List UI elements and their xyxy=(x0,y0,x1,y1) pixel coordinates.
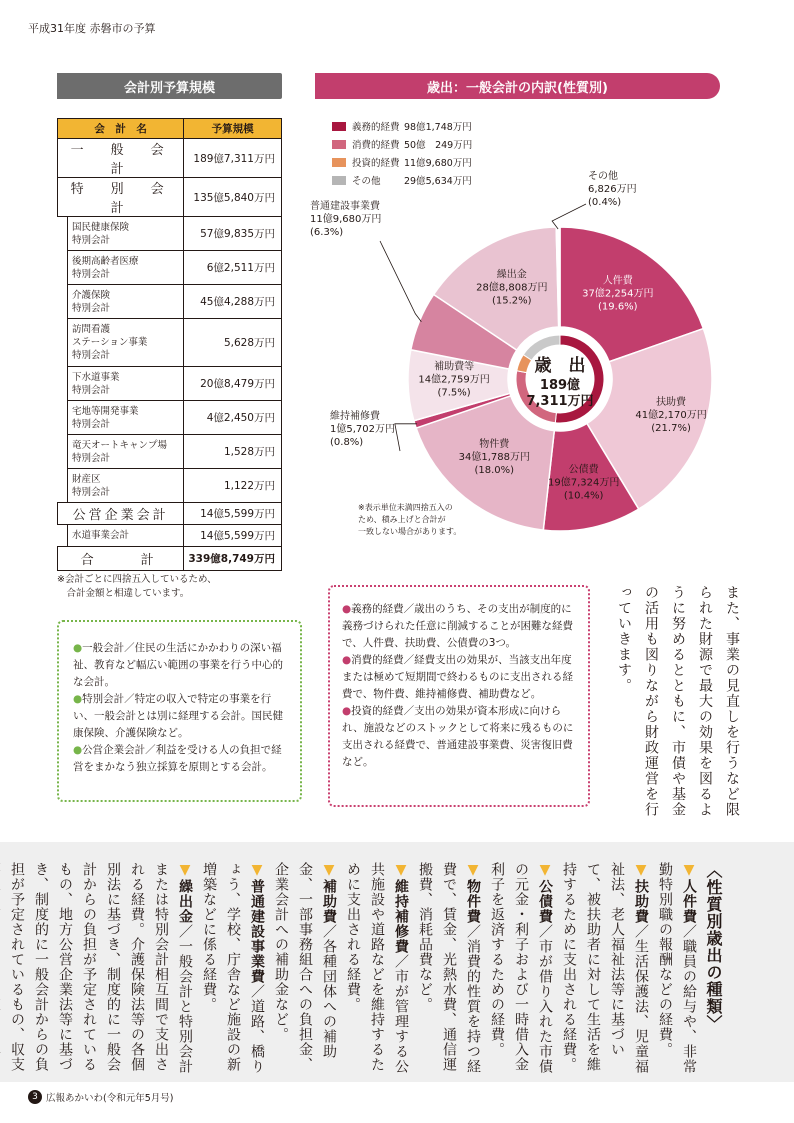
list-item: ●義務的経費／歳出のうち、その支出が制度的に義務づけられた任意に削減することが困難な経費で、人件費、扶助費、公債費の3つ。 xyxy=(342,603,573,649)
list-item: ●一般会計／住民の生活にかかわりの深い福祉、教育など幅広い範囲の事業を行う中心的な会計。 xyxy=(73,642,283,688)
slice-percent: (21.7%) xyxy=(651,422,691,434)
table-note: ※会計ごとに四捨五入しているため、 合計金額と相違しています。 xyxy=(57,574,217,599)
table-row: 特 別 会 計 135億5,840万円 xyxy=(58,178,282,217)
center-label: 歳 出 xyxy=(534,356,586,376)
expense-definitions-box xyxy=(328,585,590,807)
chart-note: ※表示単位未満四捨五入の ため、積み上げと合計が 一致しない場合があります。 xyxy=(358,503,462,536)
table-row: 訪問看護 ステーション事業 特別会計 5,628万円 xyxy=(58,319,282,367)
legend-item: その他 29億5,634万円 xyxy=(332,171,472,189)
slice-amount: 14億2,759万円 xyxy=(418,374,490,386)
slice-percent: (15.2%) xyxy=(491,295,532,307)
slice-label: その他 xyxy=(588,171,618,182)
legend-item: 消費的経費 50億 249万円 xyxy=(332,135,472,153)
slice-percent: (19.6%) xyxy=(598,301,638,313)
slice-label: 扶助費 xyxy=(656,396,687,408)
legend-swatch xyxy=(332,158,346,167)
list-item: ●消費的経費／経費支出の効果が、当該支出年度または極めて短期間で終わるものに支出される経費で、物件費、維持補修費、補助費など。 xyxy=(342,654,573,700)
leader-line xyxy=(395,424,417,451)
list-item: ●公営企業会計／利益を受ける人の負担で経営をまかなう独立採算を原則とする会計。 xyxy=(73,744,282,773)
table-row: 合 計 339億8,749万円 xyxy=(58,547,282,571)
table-row: 介護保険 特別会計 45億4,288万円 xyxy=(58,285,282,319)
slice-label: 人件費 xyxy=(602,275,633,287)
table-header-name: 会 計 名 xyxy=(58,119,184,139)
expenditure-section-title: 歳出：一般会計の内訳(性質別) xyxy=(315,73,720,99)
slice-amount: 19億7,324万円 xyxy=(548,477,620,489)
glossary-title: 〈性質別歳出の種類〉 xyxy=(704,862,723,1032)
slice-label: 普通建設事業費 xyxy=(310,201,380,212)
legend-item: 投資的経費 11億9,680万円 xyxy=(332,153,472,171)
page-header: 平成31年度 赤磐市の予算 xyxy=(28,22,156,35)
center-amount-1: 189億 xyxy=(539,378,581,393)
slice-percent: (18.0%) xyxy=(474,464,515,476)
list-item: ●特別会計／特定の収入で特定の事業を行い、一般会計とは別に経理する会計。国民健康保険、介護保険など。 xyxy=(73,693,283,739)
table-row: 竜天オートキャンプ場 特別会計 1,528万円 xyxy=(58,435,282,469)
table-row: 財産区 特別会計 1,122万円 xyxy=(58,469,282,503)
slice-label: 維持補修費 xyxy=(330,411,380,422)
page-footer xyxy=(28,1090,173,1104)
slice-percent: (0.8%) xyxy=(330,437,364,448)
closing-paragraph: また、事業の見直しを行うなど限られた財源で最大の効果を図るように努めるとともに、市債や基金の活用も図りながら財政運営を行っていきます。 xyxy=(616,585,740,818)
table-row: 下水道事業 特別会計 20億8,479万円 xyxy=(58,367,282,401)
slice-label: 繰出金 xyxy=(496,269,527,281)
legend-swatch xyxy=(332,140,346,149)
table-row: 宅地等開発事業 特別会計 4億2,450万円 xyxy=(58,401,282,435)
slice-amount: 28億8,808万円 xyxy=(476,282,548,294)
page-number: 3 xyxy=(28,1090,42,1104)
footer-text: 広報あかいわ(令和元年5月号) xyxy=(46,1093,174,1104)
table-row: 国民健康保険 特別会計 57億9,835万円 xyxy=(58,217,282,251)
account-definitions-box xyxy=(57,620,302,802)
slice-label: 公債費 xyxy=(568,464,599,476)
table-row: 公営企業会計 14億5,599万円 xyxy=(58,503,282,525)
slice-percent: (7.5%) xyxy=(437,387,471,399)
slice-amount: 1億5,702万円 xyxy=(330,424,395,435)
leader-line xyxy=(380,241,421,322)
slice-amount: 11億9,680万円 xyxy=(310,214,382,225)
slice-label: 物件費 xyxy=(479,438,510,450)
slice-label: 補助費等 xyxy=(434,361,475,373)
table-header-amount: 予算規模 xyxy=(184,119,282,139)
chart-legend xyxy=(332,117,472,189)
budget-table xyxy=(57,118,282,571)
table-row: 水道事業会計 14億5,599万円 xyxy=(58,525,282,547)
list-item: ●投資的経費／支出の効果が資本形成に向けられ、施設などのストックとして将来に残るものに支出される経費で、普通建設事業費、災害復旧費など。 xyxy=(342,705,574,768)
slice-amount: 34億1,788万円 xyxy=(458,451,530,463)
slice-percent: (0.4%) xyxy=(588,197,622,208)
slice-amount: 6,826万円 xyxy=(588,184,637,195)
slice-percent: (6.3%) xyxy=(310,227,344,238)
center-amount-2: 7,311万円 xyxy=(526,394,594,409)
legend-item: 義務的経費 98億1,748万円 xyxy=(332,117,472,135)
leader-line xyxy=(552,204,586,229)
slice-amount: 41億2,170万円 xyxy=(635,409,707,421)
legend-swatch xyxy=(332,122,346,131)
budget-section-title: 会計別予算規模 xyxy=(57,73,282,99)
slice-amount: 37億2,254万円 xyxy=(582,288,654,300)
table-row: 一 般 会 計 189億7,311万円 xyxy=(58,139,282,178)
slice-percent: (10.4%) xyxy=(563,490,604,502)
glossary-text: 〈性質別歳出の種類〉 ▼人件費／職員の給与や、非常勤特別職の報酬などの経費。 ▼扶助費／生活保護法、児童福祉法、老人福祉法等に基づいて、被扶助者に対して生活を維持するために支出される経費。 ▼公債費／市が借り入れた市債の元金・利子および一時借入金利子を返済するための経費。 ▼物件費／消費的性質を持つ経費で、賃金、光熱水費、通信運搬費、消耗品費など。 ▼維持補修費／市が管理する公共施設や道路などを維持するために支出される経費。 ▼補助費／各種団体への補助金、一部事務組合への負担金、企業会計への補助金など。 ▼普通建設事業費／道路、橋りょう、学校、庁舎など施設の新増築などに係る経費。 ▼繰出金／一般会計と特別会計または特別会計相互間で支出される経費。介護保険法等の各個別法に基づき、制度的に一般会計からの負担が予定されているもの、地方公営企業法等に基づき、制度的に一般会計からの負担が予定されているもの、収支 xyxy=(9,862,723,1074)
table-row: 後期高齢者医療 特別会計 6億2,511万円 xyxy=(58,251,282,285)
